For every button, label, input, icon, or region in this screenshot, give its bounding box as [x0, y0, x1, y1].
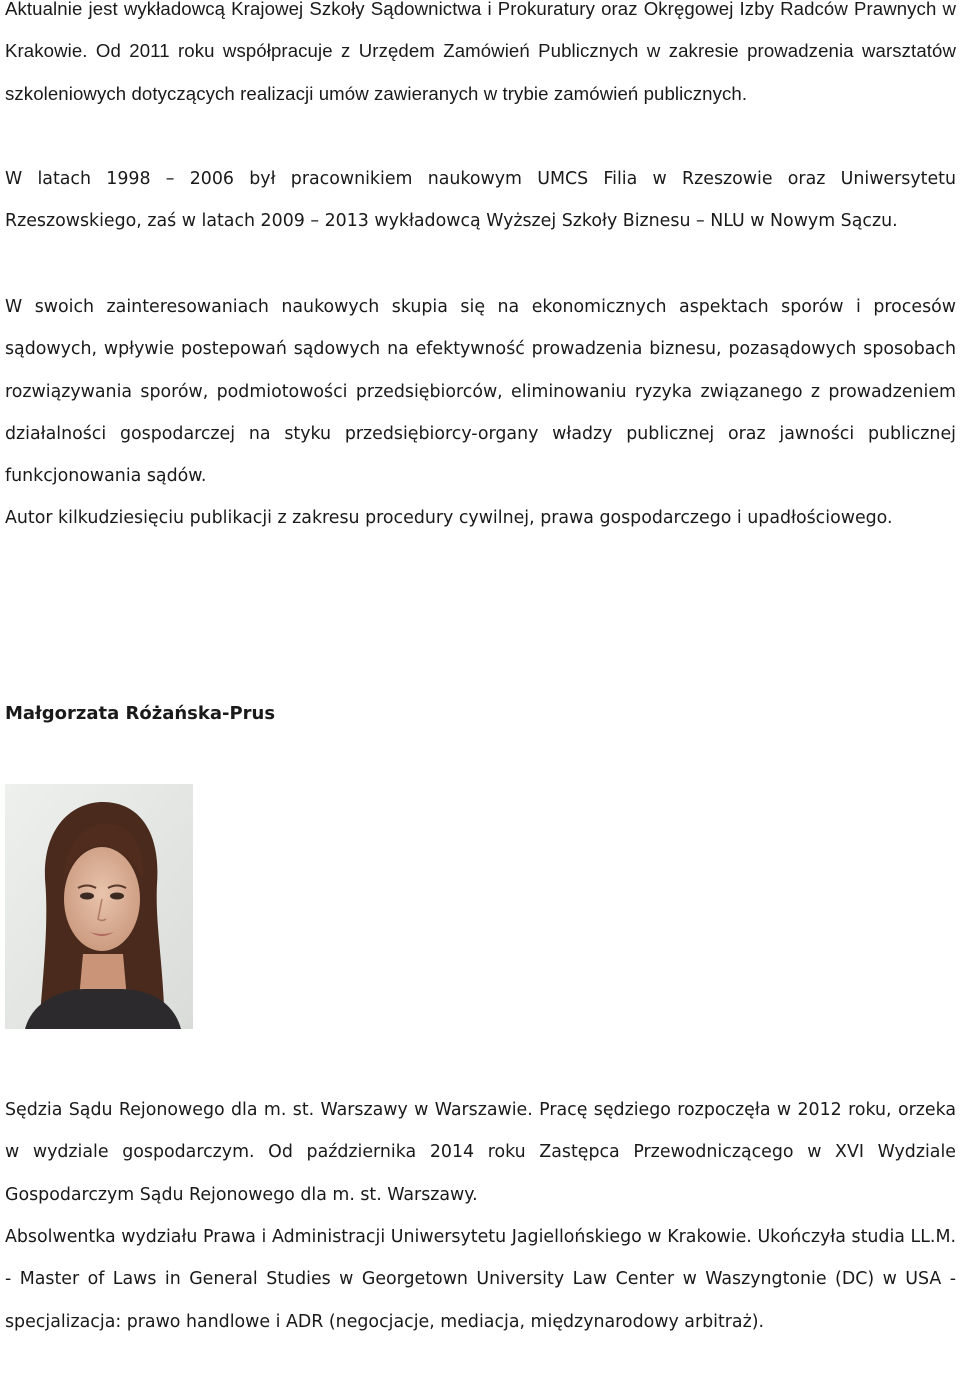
portrait-photo: [5, 784, 193, 1029]
person-name-heading: Małgorzata Różańska-Prus: [5, 703, 276, 724]
paragraph-research-interests: W swoich zainteresowaniach naukowych skupia się na ekonomicznych aspektach sporów i procesów sądowych, wpływie postepowań sądowych na efektywność prowadzenia biznesu, pozasądowych sposobach rozwiązywania sporów, podmiotowości przedsiębiorców, eliminowaniu ryzyka związanego z prowadzeniem działalności gospodarczej na styku przedsiębiorcy-organy władzy publicznej oraz jawności publicznej funkcjonowania sądów.: [5, 297, 956, 487]
paragraph-education: Absolwentka wydziału Prawa i Administracji Uniwersytetu Jagiellońskiego w Krakowie. Ukończyła studia LL.M. - Master of Laws in General Studies w Georgetown University Law Center w Waszyngtonie (DC) w USA - specjalizacja: prawo handlowe i ADR (negocjacje, mediacja, międzynarodowy arbitraż).: [5, 1227, 956, 1332]
paragraph-lecturer: Aktualnie jest wykładowcą Krajowej Szkoły Sądownictwa i Prokuratury oraz Okręgowej Izby Radców Prawnych w Krakowie. Od 2011 roku współpracuje z Urzędem Zamówień Publicznych w zakresie prowadzenia warsztatów szkoleniowych dotyczących realizacji umów zawieranych w trybie zamówień publicznych.: [5, 0, 956, 104]
paragraph-judge: Sędzia Sądu Rejonowego dla m. st. Warszawy w Warszawie. Pracę sędziego rozpoczęła w 2012 roku, orzeka w wydziale gospodarczym. Od października 2014 roku Zastępca Przewodniczącego w XVI Wydziale Gospodarczym Sądu Rejonowego dla m. st. Warszawy.: [5, 1100, 956, 1205]
paragraph-career: W latach 1998 – 2006 był pracownikiem naukowym UMCS Filia w Rzeszowie oraz Uniwersytetu Rzeszowskiego, zaś w latach 2009 – 2013 wykładowcą Wyższej Szkoły Biznesu – NLU w Nowym Sączu.: [5, 169, 956, 232]
paragraph-publications: Autor kilkudziesięciu publikacji z zakresu procedury cywilnej, prawa gospodarczego i upadłościowego.: [5, 508, 893, 528]
